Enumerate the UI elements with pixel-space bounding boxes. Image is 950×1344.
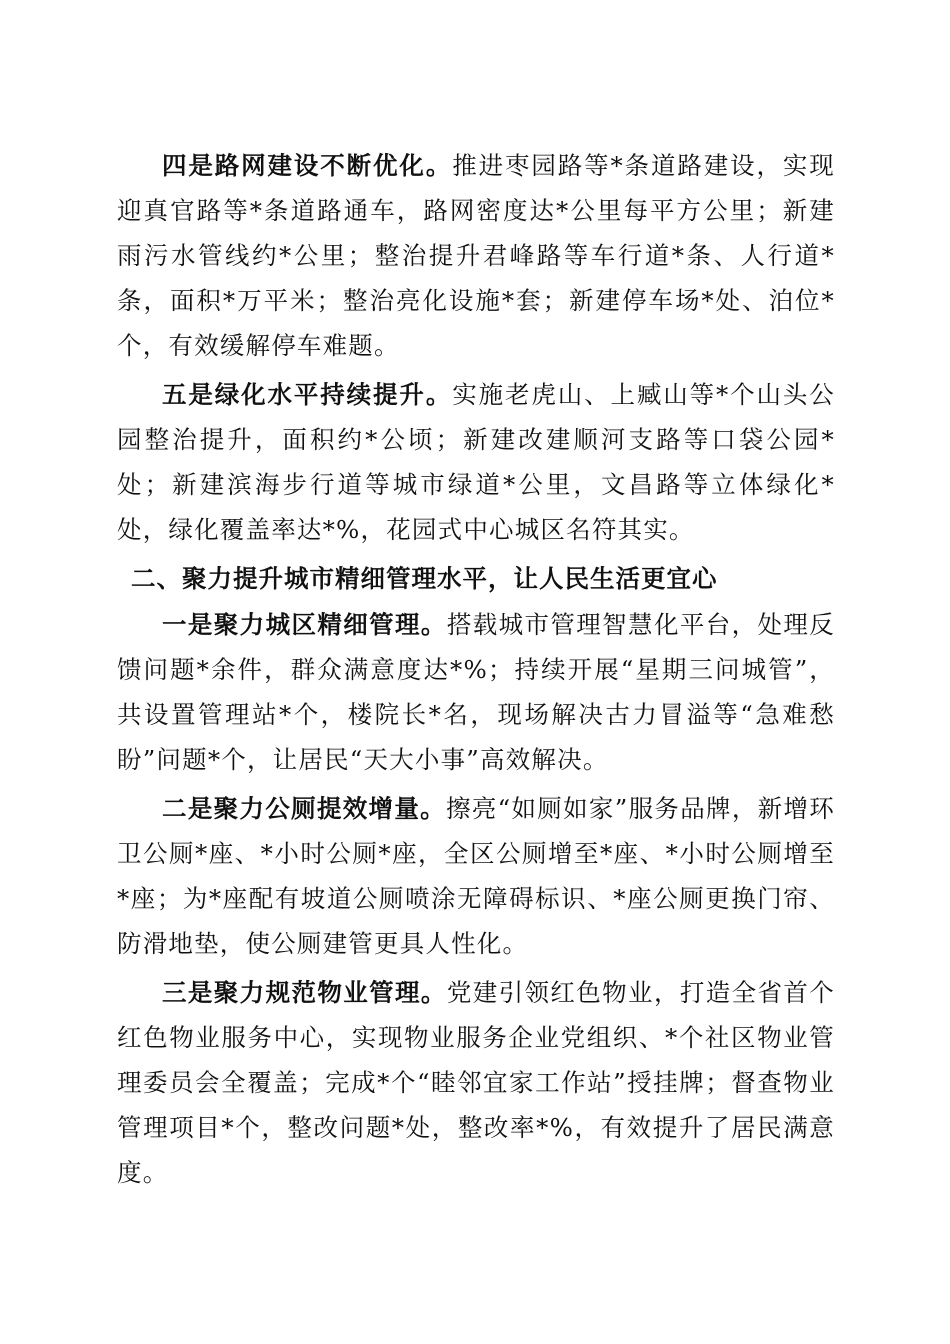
paragraph-body: 推进枣园路等*条道路建设，实现迎真官路等*条道路通车，路网密度达*公里每平方公里；新建雨污水管线约*公里；整治提升君峰路等车行道*条、人行道*条，面积*万平米；整治亮化设施*套；新建停车场*处、泊位*个，有效缓解停车难题。: [117, 151, 835, 360]
paragraph-lead: 三是聚力规范物业管理。: [162, 978, 447, 1007]
paragraph-lead: 四是路网建设不断优化。: [162, 151, 453, 180]
paragraph-body: 搭载城市管理智慧化平台，处理反馈问题*余件，群众满意度达*%；持续开展“星期三问城管”，共设置管理站*个，楼院长*名，现场解决古力冒溢等“急难愁盼”问题*个，让居民“天大小事”高效解决。: [117, 610, 835, 774]
paragraph-lead: 一是聚力城区精细管理。: [162, 610, 447, 639]
paragraph-greening: [117, 372, 835, 552]
section-heading: 二、聚力提升城市精细管理水平，让人民生活更宜心: [131, 564, 718, 593]
document-page: [117, 143, 835, 1199]
paragraph-body: 党建引领红色物业，打造全省首个红色物业服务中心，实现物业服务企业党组织、*个社区物业管理委员会全覆盖；完成*个“睦邻宜家工作站”授挂牌；督查物业管理项目*个，整改问题*处，整改率*%，有效提升了居民满意度。: [117, 978, 835, 1187]
paragraph-road-network: [117, 143, 835, 368]
paragraph-lead: 五是绿化水平持续提升。: [162, 380, 453, 409]
paragraph-body: 擦亮“如厕如家”服务品牌，新增环卫公厕*座、*小时公厕*座，全区公厕增至*座、*小时公厕增至*座；为*座配有坡道公厕喷涂无障碍标识、*座公厕更换门帘、防滑地垫，使公厕建管更具人性化。: [117, 794, 836, 958]
paragraph-urban-management: [117, 602, 835, 782]
paragraph-public-toilets: [117, 786, 835, 966]
paragraph-lead: 二是聚力公厕提效增量。: [162, 794, 446, 823]
paragraph-property-management: [117, 970, 835, 1195]
paragraph-body: 实施老虎山、上臧山等*个山头公园整治提升，面积约*公顷；新建改建顺河支路等口袋公园*处；新建滨海步行道等城市绿道*公里，文昌路等立体绿化*处，绿化覆盖率达*%，花园式中心城区名符其实。: [117, 380, 835, 544]
